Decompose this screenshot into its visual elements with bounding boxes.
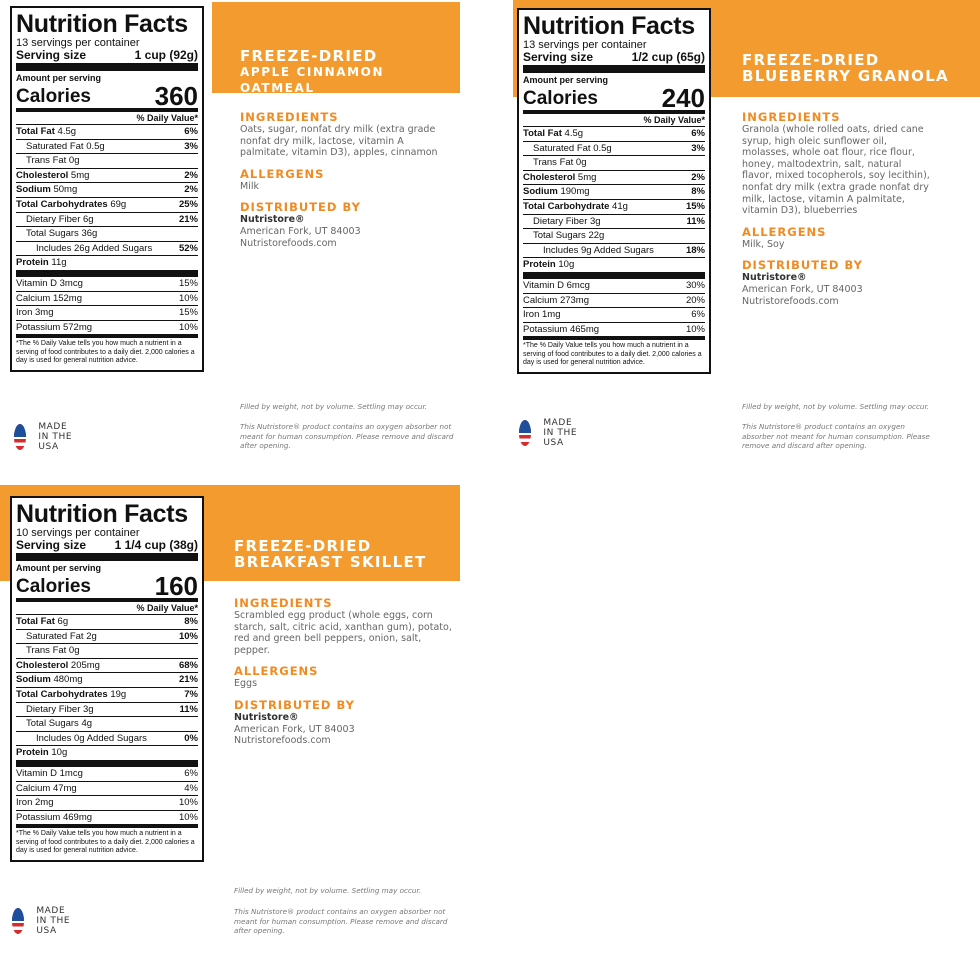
nutrient-label: Trans Fat 0g [26,645,80,657]
ingredients-text: Oats, sugar, nonfat dry milk (extra grade nonfat dry milk, lactose, vitamin A palmitate, vitamin D3), apples, cinnamon [240,124,438,159]
added-sugars-row [16,242,198,257]
saturated-fat-row [16,630,198,645]
nutrient-label: Includes 0g Added Sugars [36,732,147,744]
nutrient-amount: 50mg [53,184,78,196]
vitamin-d-row [16,767,198,782]
serving-size-value: 1 1/4 cup (38g) [114,538,198,552]
servings-per-container: 10 servings per container [16,527,140,539]
nutrition-facts-title: Nutrition Facts [523,12,695,40]
calories-value: 360 [154,81,198,111]
oxygen-absorber-note: This Nutristore® product contains an oxygen absorber not meant for human consumption. Please remove and discard after opening. [742,422,930,450]
nutrition-facts-label [517,8,711,374]
amount-per-serving: Amount per serving [16,563,102,573]
nutrient-label: Trans Fat 0g [533,157,587,169]
product-title-line1: FREEZE-DRIED [240,47,378,65]
product-title [742,52,949,84]
iron-row [523,308,705,323]
distributor-address: American Fork, UT 84003 [742,283,863,295]
nutrient-label: Saturated Fat 0.5g [533,142,612,154]
total-carbs-row [523,200,705,215]
distributor-name: Nutristore® [234,711,299,723]
distributor-block [742,272,932,307]
daily-value-footnote: *The % Daily Value tells you how much a nutrient in a serving of food contributes to a daily diet. 2,000 calories a day is used for general nutrition advice. [16,830,195,855]
nutrition-facts-title: Nutrition Facts [16,500,188,528]
distributor-address: American Fork, UT 84003 [234,723,355,735]
nutrient-label: Calcium 273mg [523,294,589,306]
ingredients-heading: INGREDIENTS [742,110,841,124]
calories-value: 240 [661,83,705,113]
nutrient-pct: 6% [184,126,198,137]
nutrient-label: Cholesterol [16,659,69,671]
nutrient-label: Total Sugars 22g [533,230,605,242]
nutrient-pct: 30% [685,279,705,291]
nutrient-pct: 2% [184,169,198,181]
nutrient-label: Iron 1mg [523,309,561,321]
serving-size-label: Serving size [16,48,87,62]
calcium-row [523,294,705,309]
trans-fat-row [16,154,198,169]
distributor-website: Nutristorefoods.com [742,295,839,307]
nutrient-pct: 11% [686,215,705,227]
allergens-text: Milk [240,180,259,192]
dietary-fiber-row [16,703,198,718]
nutrient-pct: 20% [685,294,705,306]
protein-row [16,746,198,767]
daily-value-header: % Daily Value* [523,114,705,127]
made-in-usa-text: MADE IN THE USA [543,418,578,448]
nutrient-label: Total Carbohydrates [16,688,108,700]
potassium-row [16,811,198,829]
nutrient-pct: 8% [691,186,705,198]
nutrient-pct: 3% [184,140,198,152]
nutrient-label: Saturated Fat 2g [26,630,97,642]
product-info [742,110,932,307]
dietary-fiber-row [523,215,705,230]
calories-label: Calories [523,88,598,109]
nutrient-label: Total Carbohydrate [523,200,610,212]
total-fat-row [16,125,198,140]
nutrient-pct: 0% [184,732,198,744]
nutrient-label: Vitamin D 3mcg [16,277,83,289]
calories-row [16,81,198,112]
protein-row [16,256,198,277]
made-in-usa-text: MADE IN THE USA [38,422,73,452]
nutrient-pct: 6% [184,767,198,779]
nutrient-pct: 11% [179,703,198,715]
product-info [240,110,455,249]
nutrient-label: Cholesterol [16,169,69,181]
nutrient-pct: 2% [691,171,705,183]
nutrient-amount: 205mg [70,659,100,671]
nutrient-amount: 5mg [70,169,90,181]
nutrient-label: Total Fat [523,128,562,139]
daily-value-footnote: *The % Daily Value tells you how much a nutrient in a serving of food contributes to a daily diet. 2,000 calories a day is used for general nutrition advice. [16,340,195,365]
total-sugars-row [16,717,198,732]
serving-size-label: Serving size [16,538,87,552]
nutrient-amount: 190mg [560,186,590,198]
fill-weight-note: Filled by weight, not by volume. Settling may occur. [742,402,930,411]
nutrient-label: Potassium 465mg [523,323,600,335]
nutrient-amount: 4.5g [564,128,584,139]
serving-size-row [16,539,198,561]
ingredients-heading: INGREDIENTS [234,596,333,610]
product-title-line2: BLUEBERRY GRANOLA [742,67,949,85]
nutrient-amount: 480mg [53,674,83,686]
fill-weight-note: Filled by weight, not by volume. Settling may occur. [234,886,422,895]
nutrition-facts-label [10,6,204,372]
iron-row [16,796,198,811]
daily-value-header: % Daily Value* [16,112,198,125]
made-in-usa-badge [519,418,586,448]
nutrient-pct: 8% [184,616,198,627]
distributed-by-heading: DISTRIBUTED BY [742,258,863,273]
usa-flag-icon [12,908,24,934]
nutrient-label: Protein [16,747,49,759]
oxygen-absorber-note: This Nutristore® product contains an oxygen absorber not meant for human consumption. Please remove and discard after opening. [234,907,448,935]
product-title-line1: FREEZE-DRIED [234,537,372,555]
saturated-fat-row [523,142,705,157]
saturated-fat-row [16,140,198,155]
serving-size-value: 1 cup (92g) [134,48,198,62]
made-in-usa-text: MADE IN THE USA [36,906,71,936]
serving-size-row [523,51,705,73]
nutrient-label: Protein [16,257,49,269]
nutrition-facts-label [10,496,204,862]
nutrition-facts-title: Nutrition Facts [16,10,188,38]
nutrient-label: Dietary Fiber 6g [26,213,94,225]
nutrient-amount: 5mg [577,171,597,183]
nutrient-pct: 6% [691,128,705,139]
allergens-heading: ALLERGENS [234,664,319,679]
distributor-address: American Fork, UT 84003 [240,225,361,237]
nutrient-pct: 68% [178,659,198,671]
ingredients-text: Granola (whole rolled oats, dried cane syrup, high oleic sunflower oil, molasses, whole oat flour, rice flour, honey, maltodextrin, salt, natural flavor, mixed tocopherols, soy lecithin), nonfat dry milk (extra grade nonfat dry milk, lactose, vitamin A palmitate, vitamin D3), blueberries [742,124,930,217]
nutrient-label: Dietary Fiber 3g [26,703,94,715]
nutrient-label: Trans Fat 0g [26,155,80,167]
nutrient-label: Includes 9g Added Sugars [543,244,654,256]
daily-value-footnote: *The % Daily Value tells you how much a nutrient in a serving of food contributes to a daily diet. 2,000 calories a day is used for general nutrition advice. [523,342,702,367]
nutrient-label: Sodium [16,674,51,686]
sodium-row [16,183,198,198]
nutrient-label: Saturated Fat 0.5g [26,140,105,152]
vitamin-d-row [523,279,705,294]
allergens-text: Eggs [234,678,258,690]
nutrient-pct: 10% [178,292,198,304]
distributor-name: Nutristore® [240,214,305,226]
nutrient-pct: 2% [184,184,198,196]
sodium-row [16,673,198,688]
distributor-website: Nutristorefoods.com [234,735,331,747]
nutrient-pct: 18% [685,244,705,256]
nutrient-amount: 4.5g [57,126,77,137]
daily-value-header: % Daily Value* [16,602,198,615]
distributed-by-heading: DISTRIBUTED BY [240,200,361,215]
nutrient-amount: 19g [110,688,127,700]
nutrient-pct: 10% [178,630,198,642]
trans-fat-row [16,644,198,659]
nutrient-label: Vitamin D 1mcg [16,767,83,779]
nutrient-pct: 6% [691,309,705,321]
calories-row [16,571,198,602]
calcium-row [16,292,198,307]
nutrient-label: Dietary Fiber 3g [533,215,601,227]
serving-size-value: 1/2 cup (65g) [631,50,705,64]
made-in-usa-badge [12,906,79,936]
nutrient-label: Vitamin D 6mcg [523,279,590,291]
nutrient-label: Iron 2mg [16,797,54,809]
distributed-by-heading: DISTRIBUTED BY [234,697,355,712]
nutrient-pct: 7% [184,688,198,700]
ingredients-heading: INGREDIENTS [240,110,339,124]
nutrient-label: Total Fat [16,126,55,137]
total-fat-row [16,615,198,630]
fill-weight-note: Filled by weight, not by volume. Settling may occur. [240,402,428,411]
potassium-row [523,323,705,341]
total-carbs-row [16,198,198,213]
amount-per-serving: Amount per serving [523,75,609,85]
product-banner [212,2,460,93]
serving-size-row [16,49,198,71]
usa-flag-icon [519,420,531,446]
allergens-text: Milk, Soy [742,238,785,250]
distributor-website: Nutristorefoods.com [240,237,337,249]
nutrient-pct: 21% [178,674,198,686]
nutrient-pct: 10% [178,321,198,333]
product-title-line1: FREEZE-DRIED [742,51,880,69]
nutrient-pct: 10% [178,797,198,809]
added-sugars-row [523,244,705,259]
product-title-line2: BREAKFAST SKILLET [234,553,427,571]
nutrient-label: Sodium [523,186,558,198]
nutrient-pct: 4% [184,782,198,794]
product-info [234,596,454,747]
calories-row [523,83,705,114]
total-sugars-row [16,227,198,242]
nutrient-label: Total Sugars 36g [26,228,98,240]
nutrient-label: Includes 26g Added Sugars [36,242,153,254]
total-fat-row [523,127,705,142]
nutrient-pct: 15% [685,200,705,212]
servings-per-container: 13 servings per container [523,39,647,51]
nutrient-label: Total Sugars 4g [26,718,93,730]
nutrient-amount: 69g [110,198,127,210]
nutrient-label: Potassium 572mg [16,321,93,333]
total-carbs-row [16,688,198,703]
nutrient-label: Sodium [16,184,51,196]
cholesterol-row [16,169,198,184]
made-in-usa-badge [14,422,81,452]
amount-per-serving: Amount per serving [16,73,102,83]
nutrient-label: Calcium 47mg [16,782,77,794]
calories-label: Calories [16,86,91,107]
product-title [240,48,460,96]
calcium-row [16,782,198,797]
usa-flag-icon [14,424,26,450]
nutrient-amount: 10g [51,747,68,759]
nutrient-label: Total Fat [16,616,55,627]
allergens-heading: ALLERGENS [742,224,827,239]
sodium-row [523,185,705,200]
distributor-block [240,214,455,249]
product-title [234,538,427,570]
nutrient-label: Calcium 152mg [16,292,82,304]
nutrient-label: Total Carbohydrates [16,198,108,210]
nutrient-label: Iron 3mg [16,307,54,319]
nutrient-pct: 15% [178,307,198,319]
potassium-row [16,321,198,339]
nutrient-amount: 6g [57,616,69,627]
calories-value: 160 [154,571,198,601]
vitamin-d-row [16,277,198,292]
nutrient-pct: 25% [178,198,198,210]
oxygen-absorber-note: This Nutristore® product contains an oxygen absorber not meant for human consumption. Please remove and discard after opening. [240,422,454,450]
product-title-line2: APPLE CINNAMON OATMEAL [240,65,385,95]
nutrient-amount: 11g [51,257,67,269]
nutrient-pct: 10% [685,323,705,335]
calories-label: Calories [16,576,91,597]
cholesterol-row [16,659,198,674]
added-sugars-row [16,732,198,747]
distributor-name: Nutristore® [742,272,807,284]
trans-fat-row [523,156,705,171]
serving-size-label: Serving size [523,50,594,64]
allergens-heading: ALLERGENS [240,166,325,181]
distributor-block [234,712,454,747]
nutrient-pct: 21% [178,213,198,225]
nutrient-label: Cholesterol [523,171,576,183]
cholesterol-row [523,171,705,186]
nutrient-label: Protein [523,259,556,271]
dietary-fiber-row [16,213,198,228]
nutrient-pct: 3% [691,142,705,154]
nutrient-pct: 10% [178,811,198,823]
total-sugars-row [523,229,705,244]
nutrient-label: Potassium 469mg [16,811,93,823]
nutrient-pct: 15% [178,277,198,289]
iron-row [16,306,198,321]
nutrient-amount: 41g [612,200,628,212]
ingredients-text: Scrambled egg product (whole eggs, corn starch, salt, citric acid, xanthan gum), potato, red and green bell peppers, onion, salt, pepper. [234,610,452,656]
nutrient-amount: 10g [558,259,575,271]
nutrient-pct: 52% [178,242,198,254]
protein-row [523,258,705,279]
servings-per-container: 13 servings per container [16,37,140,49]
